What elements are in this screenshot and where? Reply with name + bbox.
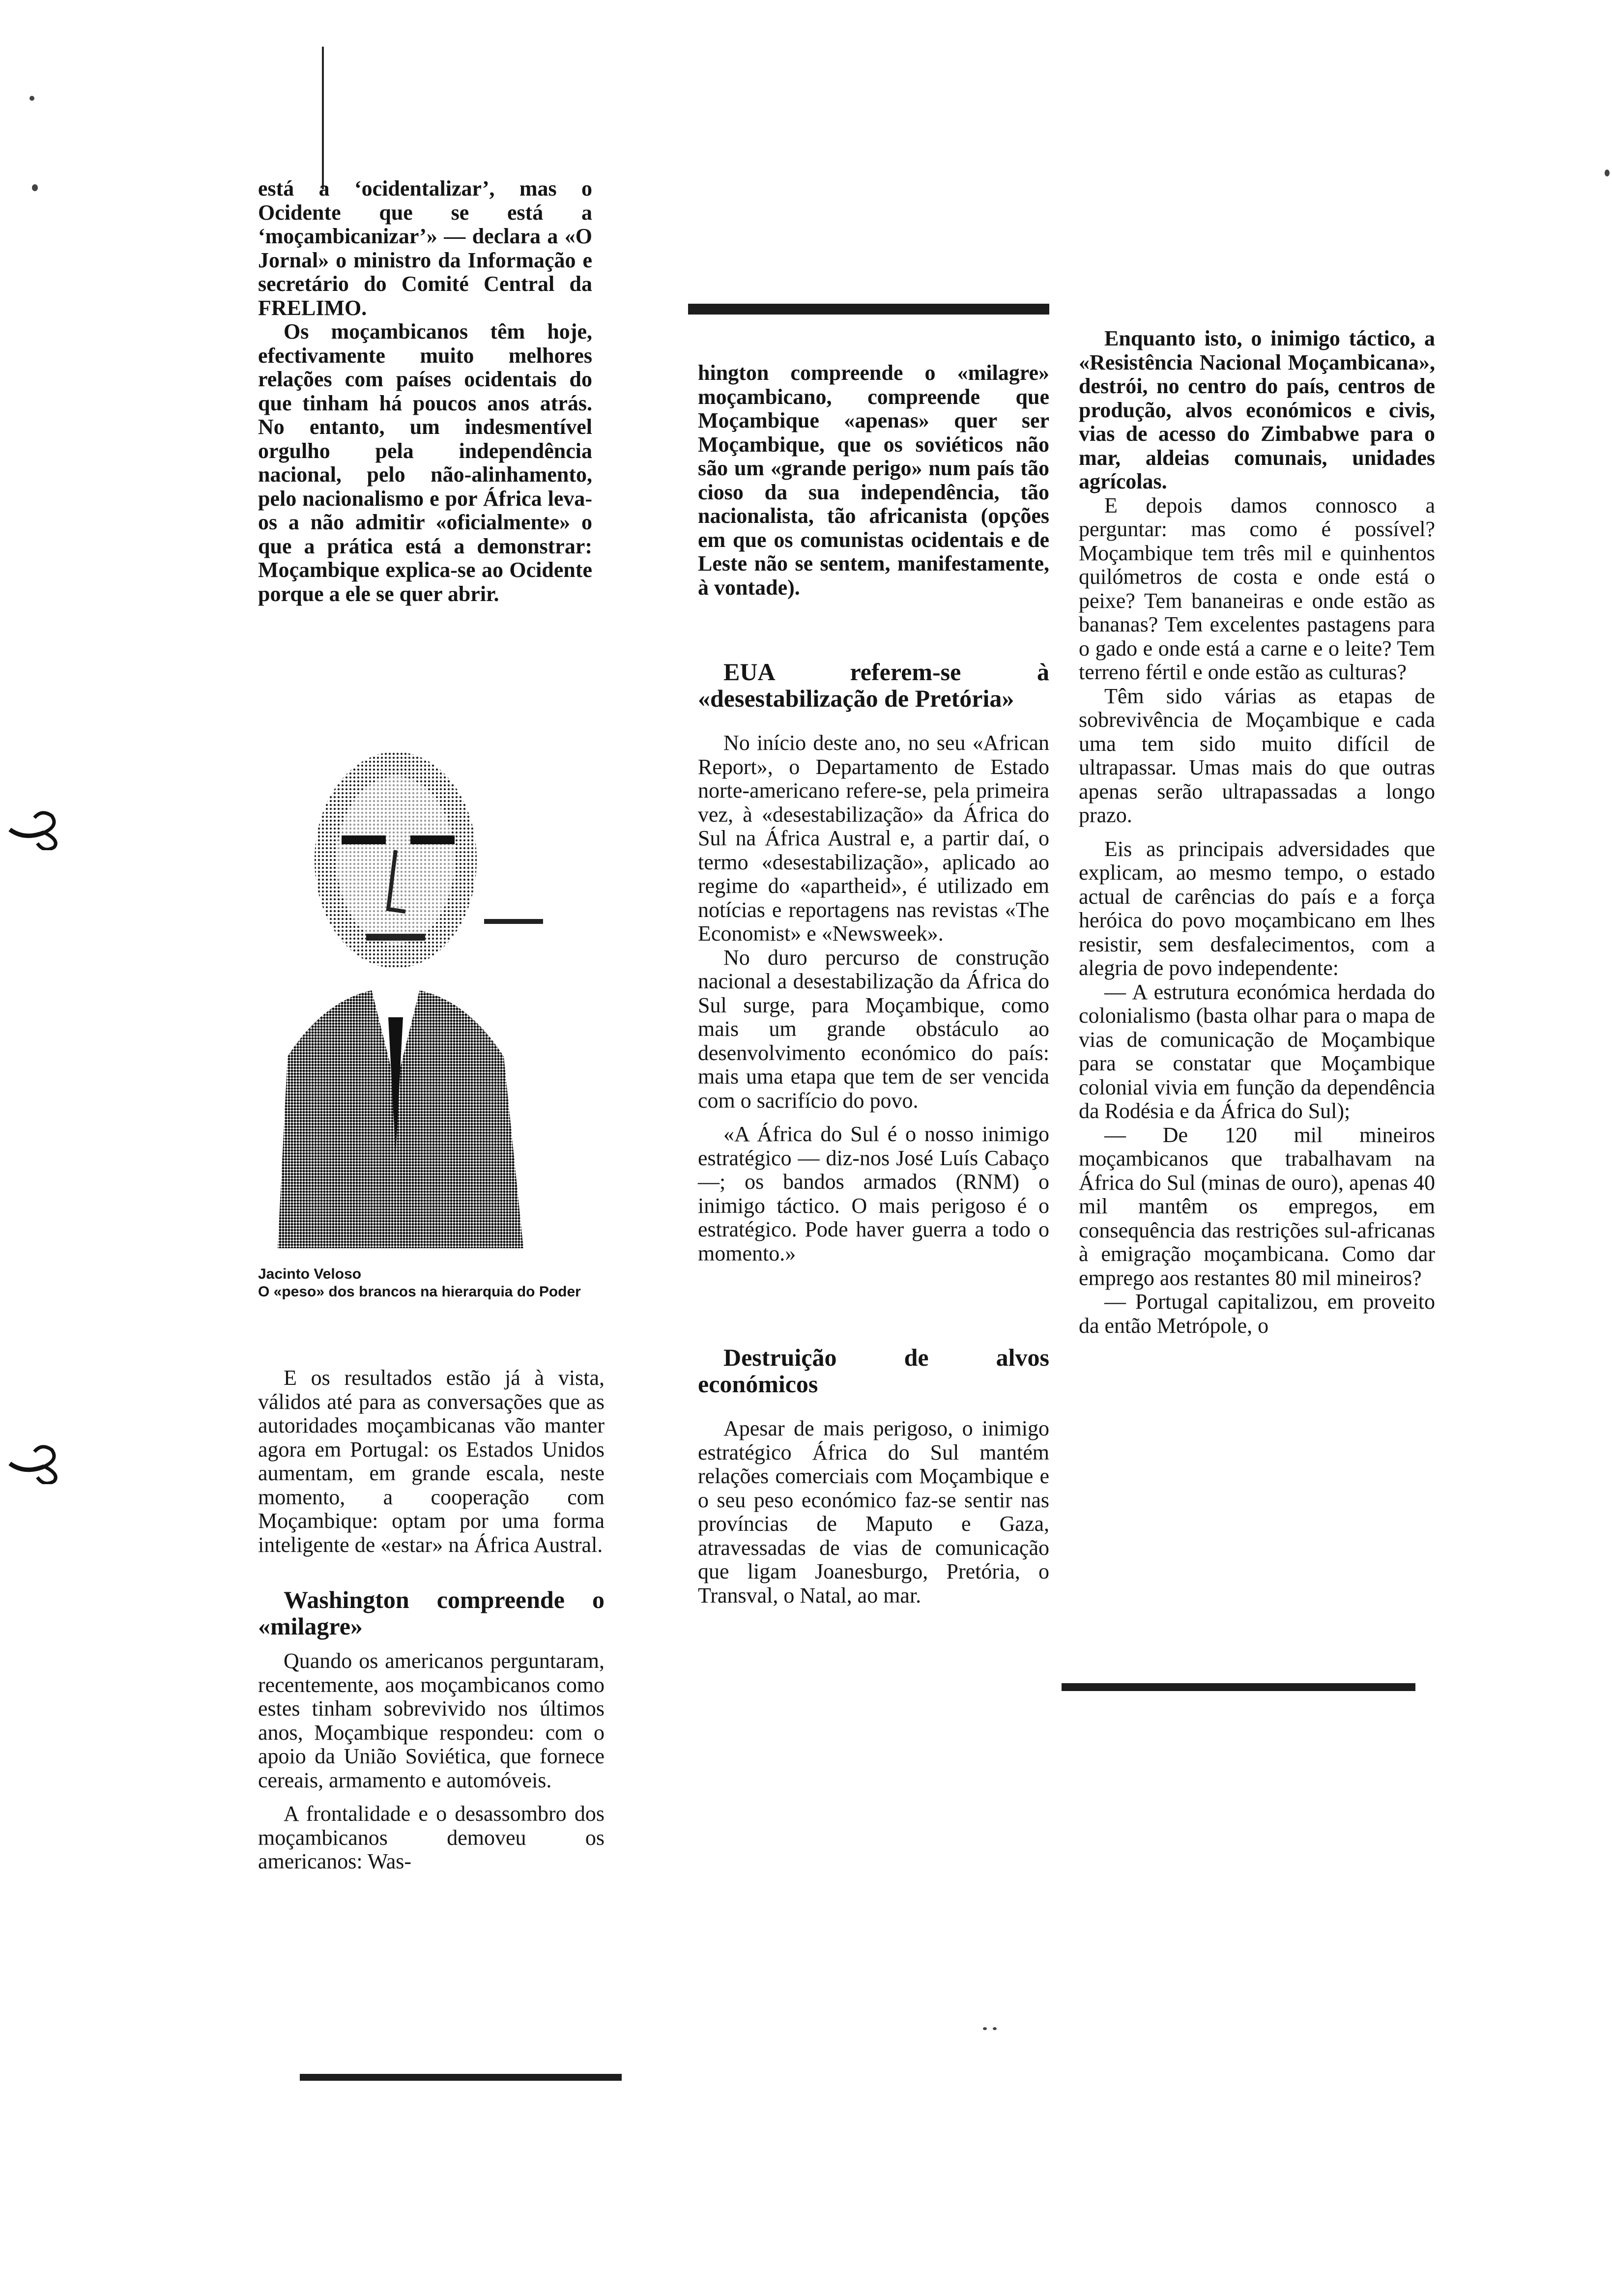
speck bbox=[1605, 170, 1610, 176]
section-heading: Washington compreende o «milagre» bbox=[258, 1586, 604, 1640]
speck bbox=[983, 2027, 987, 2030]
speck bbox=[29, 96, 34, 101]
paragraph: — De 120 mil mineiros moçambicanos que trabalhavam na África do Sul (minas de ouro), apenas 40 mil mantêm os empregos, em consequência das restrições sul-africanas à emigração moçambicana. Como dar emprego aos restantes 80 mil mineiros? bbox=[1079, 1122, 1435, 1290]
caption-name: Jacinto Veloso bbox=[258, 1266, 362, 1282]
column-1-bottom bbox=[258, 1366, 604, 1874]
column-end-bar bbox=[300, 2074, 622, 2081]
paragraph: está a ‘ocidentalizar’, mas o Ocidente que se está a ‘moçambicanizar’» — declara a «O Jornal» o ministro da Informação e secretário do Comité Central da FRELIMO. bbox=[258, 176, 592, 320]
section-heading: EUA referem-se à «desestabilização de Pretória» bbox=[698, 658, 1049, 712]
caption-text: O «peso» dos brancos na hierarquia do Poder bbox=[258, 1284, 581, 1300]
paragraph: No início deste ano, no seu «African Report», o Departamento de Estado norte-americano refere-se, pela primeira vez, à «desestabilização» da África do Sul na África Austral e, a partir daí, o termo «desestabilização», aplicado ao regime do «apartheid», é utilizado em notícias e reportagens nas revistas «The Economist» e «Newsweek». bbox=[698, 731, 1049, 946]
paragraph: Enquanto isto, o inimigo táctico, a «Resistência Nacional Moçambicana», destrói, no centro do país, centros de produção, alvos económicos e civis, vias de acesso do Zimbabwe para o mar, aldeias comunais, unidades agrícolas. bbox=[1079, 326, 1435, 493]
paragraph: Apesar de mais perigoso, o inimigo estratégico África do Sul mantém relações comerciais com Moçambique e o seu peso económico faz-se sentir nas províncias de Maputo e Gaza, atravessadas de vias de comunicação que ligam Joanesburgo, Pretória, o Transval, o Natal, ao mar. bbox=[698, 1416, 1049, 1607]
column-2 bbox=[698, 361, 1049, 1607]
punch-hole-bottom bbox=[5, 1445, 64, 1484]
paragraph: A frontalidade e o desassombro dos moçambicanos demoveu os americanos: Was- bbox=[258, 1802, 604, 1873]
paragraph: hington compreende o «milagre» moçambicano, compreende que Moçambique «apenas» quer ser Moçambique, que os soviéticos não são um «grande perigo» num país tão cioso da sua independência, tão nacionalista, tão africanista (opções em que os comunistas ocidentais e de Leste não se sentem, manifestamente, à vontade). bbox=[698, 361, 1049, 600]
speck bbox=[32, 184, 38, 191]
speck bbox=[993, 2027, 997, 2030]
column-end-bar bbox=[1062, 1683, 1415, 1691]
portrait-photo bbox=[258, 713, 543, 1248]
paragraph: Os moçambicanos têm hoje, efectivamente muito melhores relações com países ocidentais do que tinham há poucos anos atrás. No entanto, um indesmentível orgulho pela independência nacional, pelo não-alinhamento, pelo nacionalismo e por África leva-os a não admitir «oficialmente» o que a prática está a demonstrar: Moçambique explica-se ao Ocidente porque a ele se quer abrir. bbox=[258, 319, 592, 606]
column-3 bbox=[1079, 327, 1435, 1338]
photo-caption bbox=[258, 1265, 612, 1301]
paragraph: — A estrutura económica herdada do colonialismo (basta olhar para o mapa de vias de comunicação de Moçambique para se constatar que Moçambique colonial vivia em função da dependência da Rodésia e da África do Sul); bbox=[1079, 979, 1435, 1123]
paragraph: No duro percurso de construção nacional a desestabilização da África do Sul surge, para Moçambique, como mais um grande obstáculo ao desenvolvimento económico do país: mais uma etapa que tem de ser vencida com o sacrifício do povo. bbox=[698, 945, 1049, 1113]
paragraph: «A África do Sul é o nosso inimigo estratégico — diz-nos José Luís Cabaço —; os bandos armados (RNM) o inimigo táctico. O mais perigoso é o estratégico. Pode haver guerra a todo o momento.» bbox=[698, 1122, 1049, 1265]
paragraph: Eis as principais adversidades que explicam, ao mesmo tempo, o estado actual de carências do país e a força heróica do povo moçambicano em lhes resistir, sem desfalecimentos, com a alegria de povo independente: bbox=[1079, 836, 1435, 980]
margin-mark-line bbox=[322, 47, 324, 189]
paragraph: E os resultados estão já à vista, válidos até para as conversações que as autoridades moçambicanas vão manter agora em Portugal: os Estados Unidos aumentam, em grande escala, neste momento, a cooperação com Moçambique: optam por uma forma inteligente de «estar» na África Austral. bbox=[258, 1366, 604, 1557]
paragraph: — Portugal capitalizou, em proveito da então Metrópole, o bbox=[1079, 1290, 1435, 1338]
punch-hole-top bbox=[5, 811, 64, 850]
column-1-top bbox=[258, 177, 592, 606]
paragraph: E depois damos connosco a perguntar: mas como é possível? Moçambique tem três mil e quinhentos quilómetros de costa e onde está o peixe? Tem bananeiras e onde estão as bananas? Tem excelentes pastagens para o gado e onde está a carne e o leite? Tem terreno fértil e onde estão as culturas? bbox=[1079, 493, 1435, 684]
paragraph: Têm sido várias as etapas de sobrevivência de Moçambique e cada uma tem sido muito difícil de ultrapassar. Umas mais do que outras apenas serão ultrapassadas a longo prazo. bbox=[1079, 684, 1435, 827]
column-top-bar bbox=[688, 304, 1049, 315]
section-heading: Destruição de alvos económicos bbox=[698, 1344, 1049, 1398]
paragraph: Quando os americanos perguntaram, recentemente, aos moçambicanos como estes tinham sobrevivido nos últimos anos, Moçambique respondeu: com o apoio da União Soviética, que fornece cereais, armamento e automóveis. bbox=[258, 1649, 604, 1792]
